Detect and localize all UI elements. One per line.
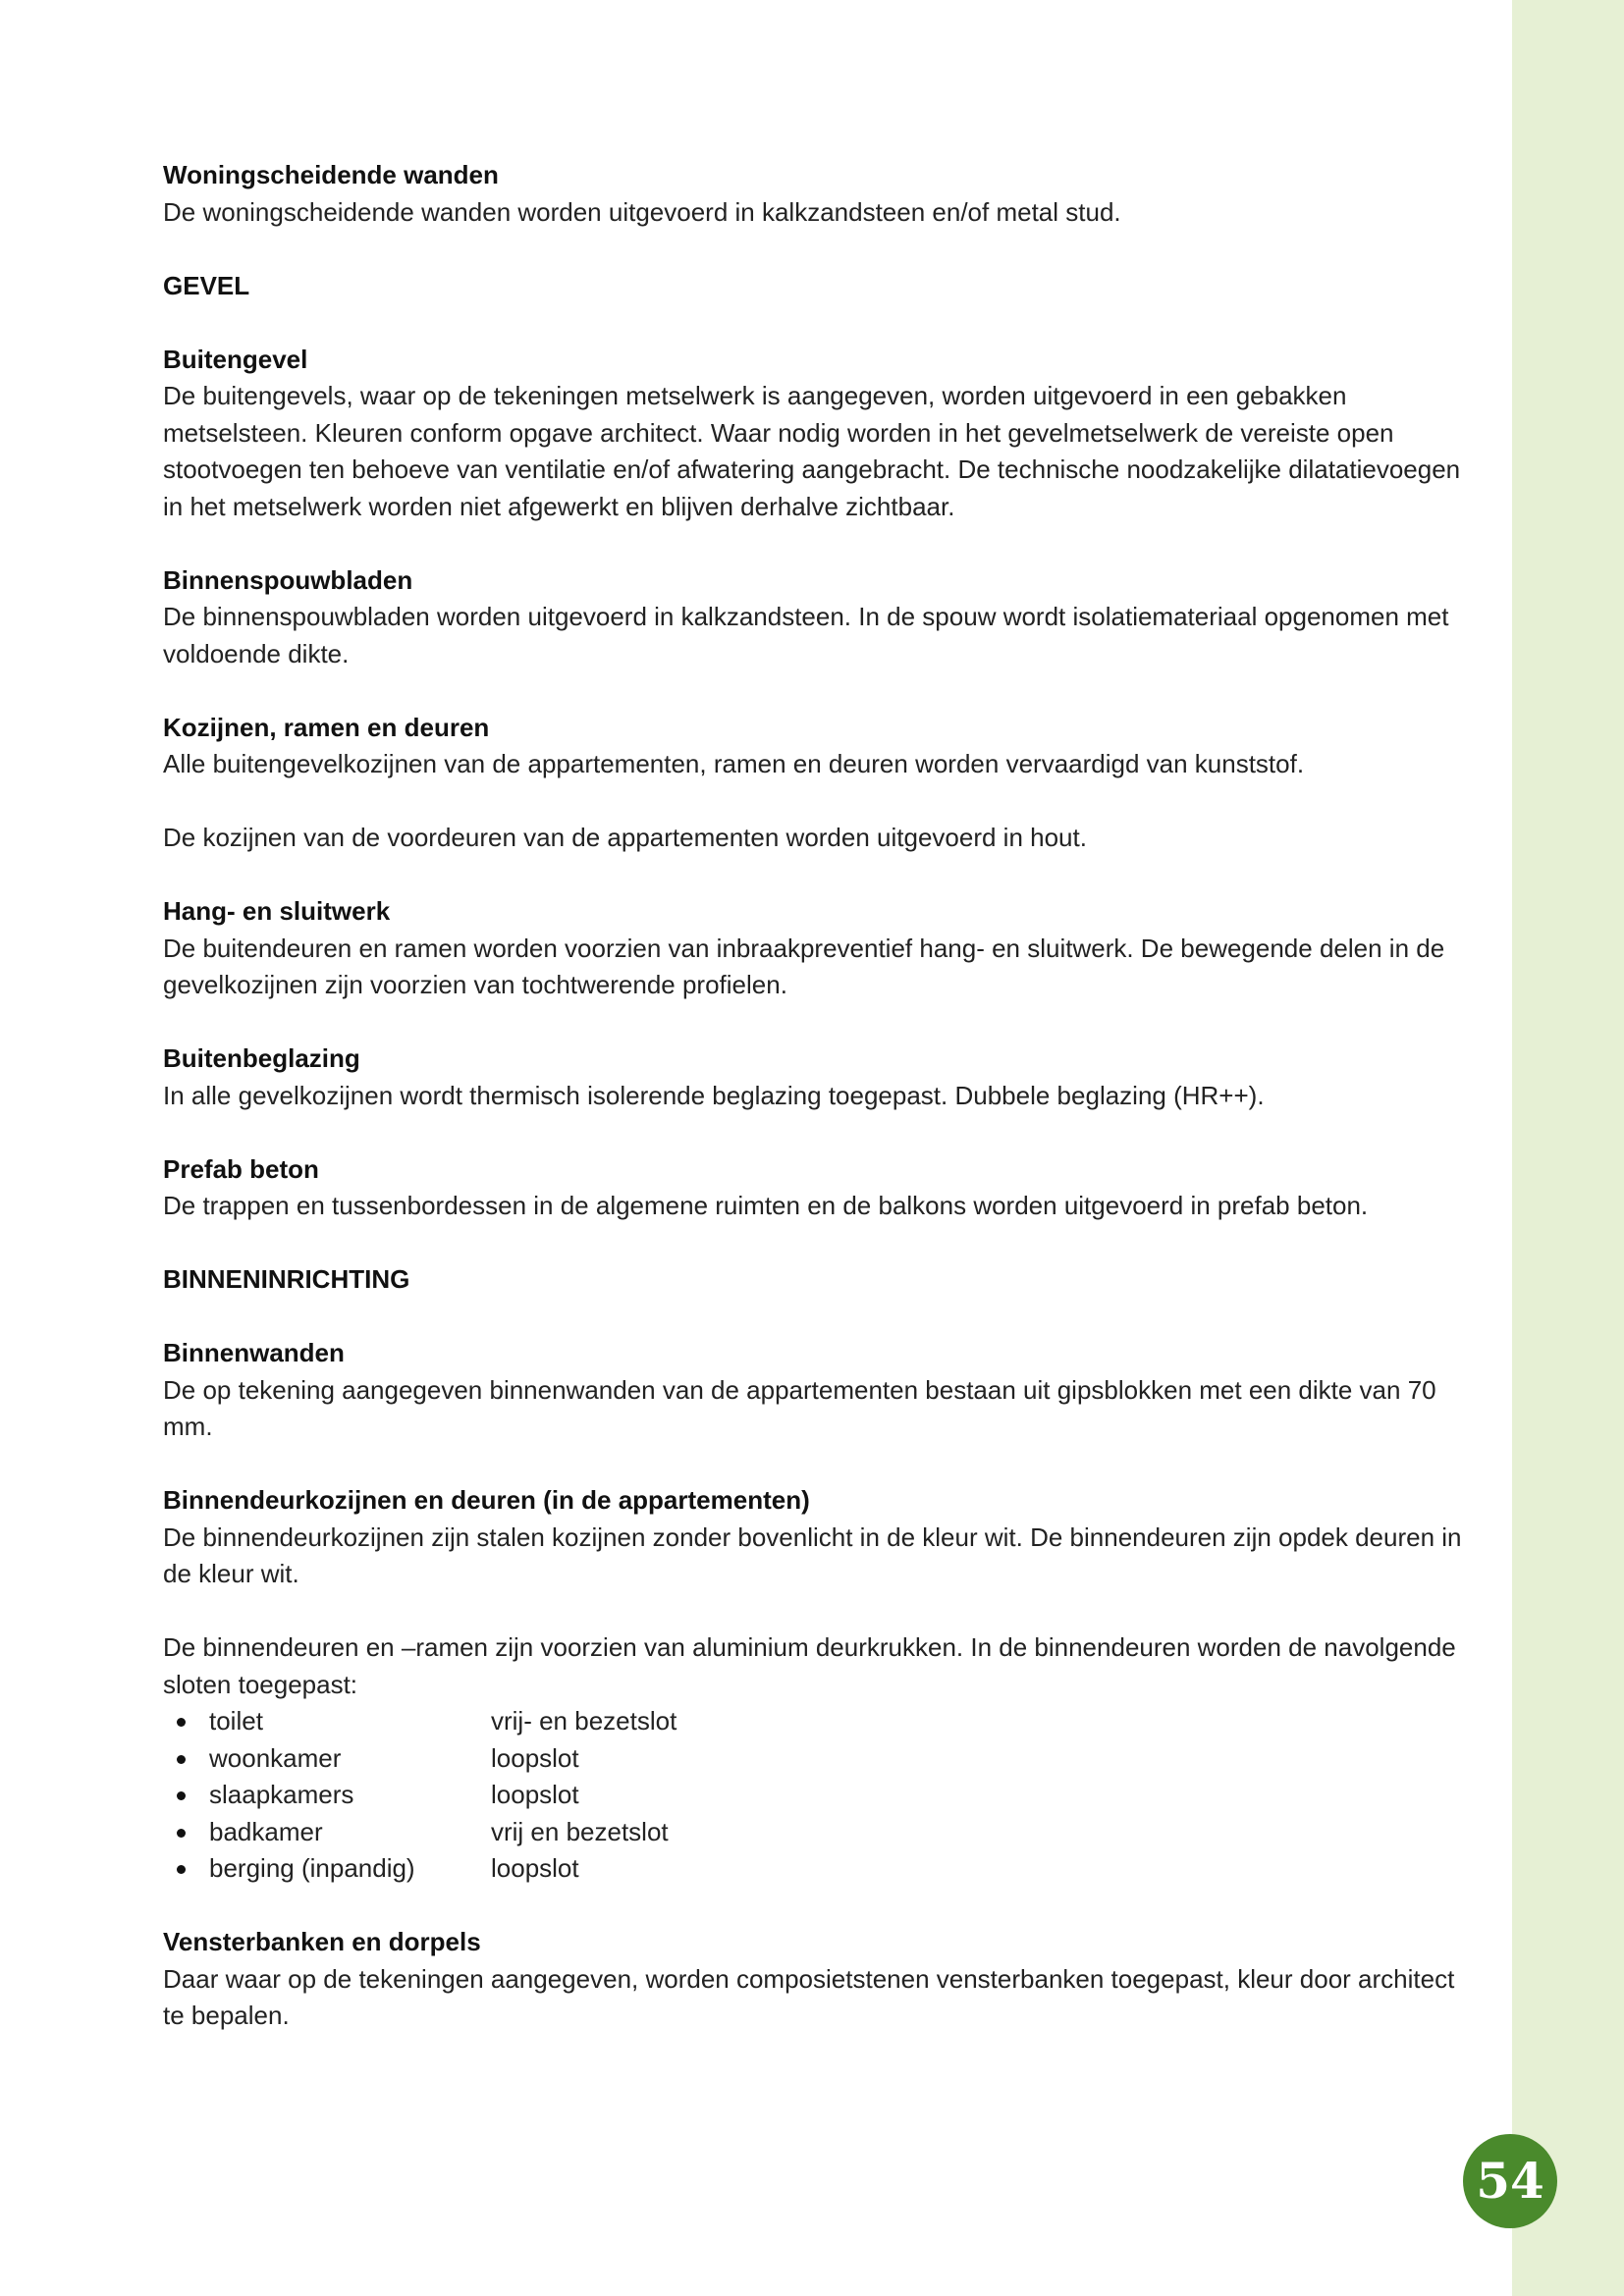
section-heading: Binnenwanden [163,1338,345,1367]
list-item [163,1850,1469,1888]
section-text: De binnendeuren en –ramen zijn voorzien van aluminium deurkrukken. In de binnendeuren worden de navolgende sloten toegepast: [163,1632,1456,1699]
section-text: In alle gevelkozijnen wordt thermisch isolerende beglazing toegepast. Dubbele beglazing (HR++). [163,1080,1265,1110]
room-name: berging (inpandig) [209,1853,415,1883]
section-heading: Vensterbanken en dorpels [163,1927,481,1956]
lock-type: loopslot [491,1853,579,1883]
section-text: Daar waar op de tekeningen aangegeven, worden composietstenen vensterbanken toegepast, kleur door architect te bepalen. [163,1963,1455,2030]
list-item [163,1740,1469,1778]
section-text: De buitendeuren en ramen worden voorzien van inbraakpreventief hang- en sluitwerk. De bewegende delen in de gevelkozijnen zijn voorzien van tochtwerende profielen. [163,933,1445,999]
lock-type: vrij- en bezetslot [491,1706,677,1735]
side-decoration-band [1512,0,1624,2296]
section-text: De woningscheidende wanden worden uitgevoerd in kalkzandsteen en/of metal stud. [163,196,1121,227]
section-heading: Binnendeurkozijnen en deuren (in de appartementen) [163,1485,810,1515]
list-item [163,1777,1469,1814]
lock-list [163,1703,1469,1888]
section-heading: Buitengevel [163,344,308,374]
section-heading: Hang- en sluitwerk [163,896,391,926]
lock-type: loopslot [491,1742,579,1773]
lock-type: loopslot [491,1780,579,1809]
section-text: De kozijnen van de voordeuren van de appartementen worden uitgevoerd in hout. [163,823,1087,852]
list-item [163,1703,1469,1740]
section-heading: Kozijnen, ramen en deuren [163,712,490,742]
room-name: badkamer [209,1816,323,1846]
chapter-title: BINNENINRICHTING [163,1264,410,1294]
document-body [163,157,1469,2035]
list-item [163,1814,1469,1851]
chapter-title: GEVEL [163,270,250,300]
room-name: toilet [209,1706,263,1735]
page-number-badge: 54 [1463,2134,1557,2228]
section-text: De binnendeurkozijnen zijn stalen kozijnen zonder bovenlicht in de kleur wit. De binnendeuren zijn opdek deuren in de kleur wit. [163,1522,1462,1588]
section-text: De buitengevels, waar op de tekeningen metselwerk is aangegeven, worden uitgevoerd in een gebakken metselsteen. Kleuren conform opgave architect. Waar nodig worden in het gevelmetselwerk de vereiste open stootvoegen ten behoeve van ventilatie en/of afwatering aangebracht. De technische noodzakelijke dilatatievoegen in het metselwerk worden niet afgewerkt en blijven derhalve zichtbaar. [163,381,1461,521]
section-text: De trappen en tussenbordessen in de algemene ruimten en de balkons worden uitgevoerd in prefab beton. [163,1191,1369,1220]
section-heading: Prefab beton [163,1153,319,1184]
section-heading: Woningscheidende wanden [163,160,499,189]
room-name: slaapkamers [209,1780,354,1809]
section-heading: Buitenbeglazing [163,1043,360,1073]
section-text: De binnenspouwbladen worden uitgevoerd in kalkzandsteen. In de spouw wordt isolatiemateriaal opgenomen met voldoende dikte. [163,602,1449,668]
section-heading: Binnenspouwbladen [163,564,413,595]
lock-type: vrij en bezetslot [491,1816,669,1846]
room-name: woonkamer [209,1742,342,1773]
section-text: Alle buitengevelkozijnen van de appartementen, ramen en deuren worden vervaardigd van kunststof. [163,749,1305,778]
section-text: De op tekening aangegeven binnenwanden van de appartementen bestaan uit gipsblokken met een dikte van 70 mm. [163,1374,1436,1441]
